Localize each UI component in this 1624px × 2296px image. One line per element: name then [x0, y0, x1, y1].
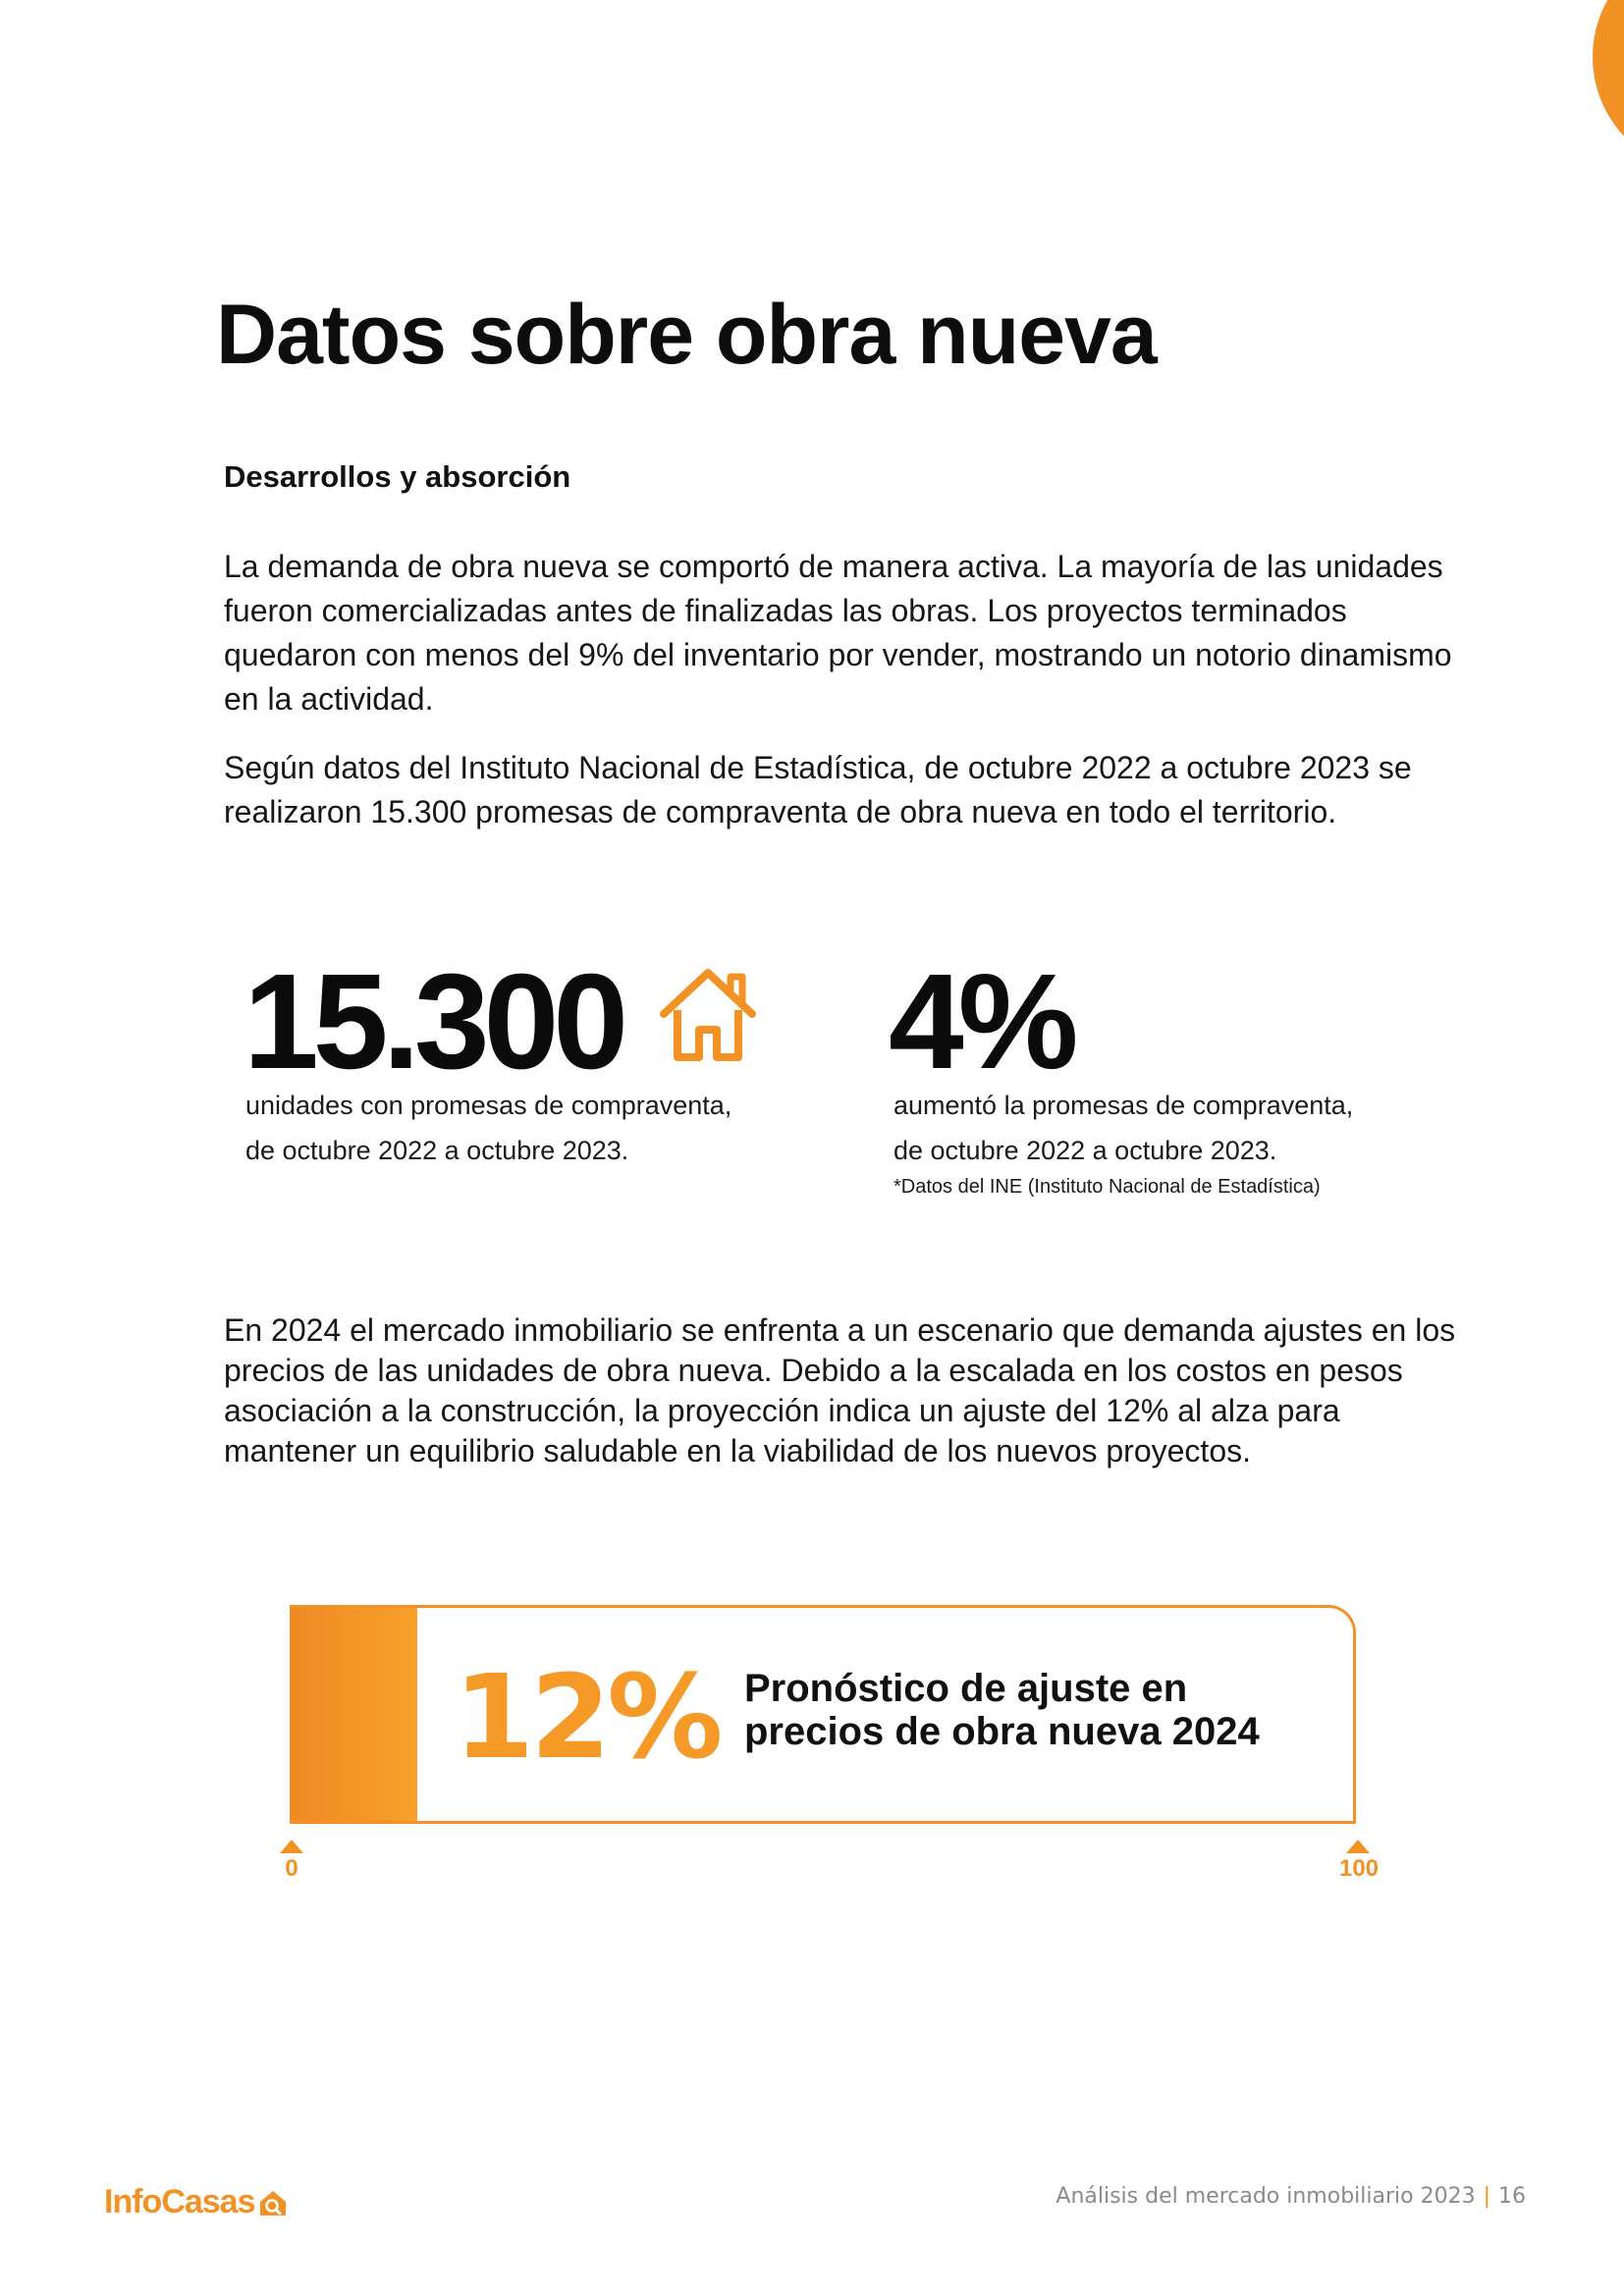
stat-growth-line2: de octubre 2022 a octubre 2023. — [893, 1136, 1277, 1165]
footer-page-number: 16 — [1498, 2184, 1526, 2209]
gauge-value-label: 12% — [454, 1649, 720, 1785]
house-search-icon — [258, 2188, 288, 2217]
stat-units-description — [245, 1083, 835, 1173]
gauge-max-label: 100 — [1338, 1855, 1380, 1882]
logo-text-casas: Casas — [161, 2183, 255, 2220]
stat-growth-value: 4% — [889, 946, 1073, 1097]
infocasas-logo — [104, 2183, 288, 2221]
paragraph-2024-outlook: En 2024 el mercado inmobiliario se enfrenta a un escenario que demanda ajustes en los precios de las unidades de obra nueva. Debido a la escalada en los costos en pesos asociación a la construcción, la proyección indica un ajuste del 12% al alza para mantener un equilibrio saludable en la viabilidad de los nuevos proyectos. — [224, 1312, 1456, 1468]
stat-growth-description — [893, 1083, 1483, 1173]
gauge-min-label: 0 — [285, 1855, 298, 1882]
paragraph-ine: Según datos del Instituto Nacional de Estadística, de octubre 2022 a octubre 2023 se realizaron 15.300 promesas de compraventa de obra nueva en todo el territorio. — [224, 750, 1412, 829]
gauge-max-marker-icon — [1346, 1840, 1370, 1853]
source-footnote: *Datos del INE (Instituto Nacional de Estadística) — [893, 1176, 1321, 1198]
gauge-caption-line2: precios de obra nueva 2024 — [744, 1710, 1260, 1753]
gauge-min-marker-icon — [280, 1840, 303, 1853]
footer-report-title: Análisis del mercado inmobiliario 2023 — [1056, 2184, 1476, 2209]
footer-report-info — [1056, 2184, 1526, 2209]
paragraph-demand: La demanda de obra nueva se comportó de manera activa. La mayoría de las unidades fueron comercializadas antes de finalizadas las obras. Los proyectos terminados quedaron con menos del 9% del inventario por vender, mostrando un notorio dinamismo en la actividad. — [224, 549, 1452, 717]
stat-units-value: 15.300 — [244, 946, 623, 1097]
footer-separator: | — [1483, 2184, 1490, 2209]
house-icon — [656, 965, 760, 1063]
stat-growth-line1: aumentó la promesas de compraventa, — [893, 1091, 1354, 1120]
stat-units-line1: unidades con promesas de compraventa, — [245, 1091, 732, 1120]
logo-text-info: Info — [104, 2183, 162, 2220]
page-title: Datos sobre obra nueva — [216, 288, 1157, 382]
section-subtitle: Desarrollos y absorción — [224, 459, 571, 494]
gauge-caption — [744, 1667, 1333, 1753]
stat-units-line2: de octubre 2022 a octubre 2023. — [245, 1136, 629, 1165]
gauge-caption-line1: Pronóstico de ajuste en — [744, 1667, 1188, 1710]
decorative-corner-arc — [1492, 0, 1624, 216]
